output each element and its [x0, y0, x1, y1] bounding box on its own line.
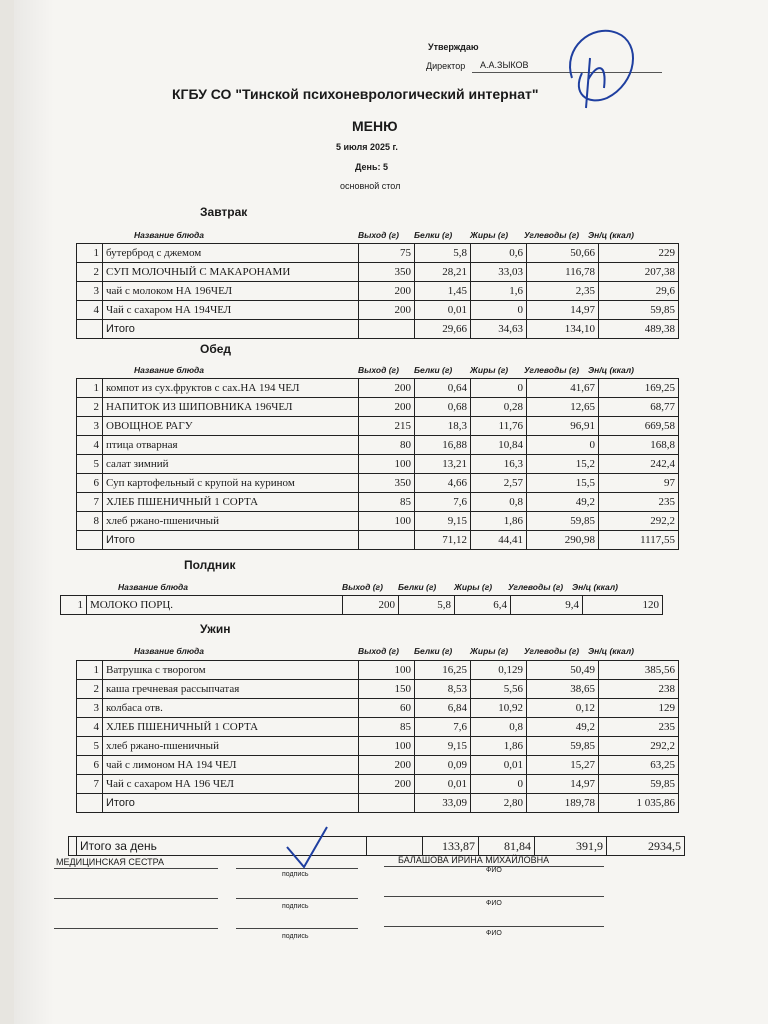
row-number: 4	[77, 436, 103, 455]
nutrition-value: 4,66	[415, 474, 471, 493]
nutrition-value: 385,56	[599, 661, 679, 680]
column-header-name: Название блюда	[134, 230, 205, 240]
day-total-value: 2934,5	[607, 837, 685, 856]
nutrition-value: 100	[359, 512, 415, 531]
role-line-3	[54, 928, 218, 929]
section-title-snack: Полдник	[184, 558, 236, 572]
nutrition-value: 16,25	[415, 661, 471, 680]
nutrition-value: 59,85	[527, 737, 599, 756]
nutrition-value: 100	[359, 455, 415, 474]
table-row	[77, 379, 679, 398]
director-label: Директор	[426, 61, 466, 71]
menu-table-snack	[60, 595, 663, 615]
nutrition-value: 235	[599, 493, 679, 512]
nutrition-value: 75	[359, 244, 415, 263]
column-header-fat: Жиры (г)	[454, 582, 493, 592]
director-name: А.А.ЗЫКОВ	[480, 60, 529, 70]
nutrition-value: 7,6	[415, 493, 471, 512]
nutrition-value: 235	[599, 718, 679, 737]
dish-name: ОВОЩНОЕ РАГУ	[103, 417, 359, 436]
nutrition-value: 0,64	[415, 379, 471, 398]
nutrition-value: 350	[359, 474, 415, 493]
nutrition-value: 29,6	[599, 282, 679, 301]
nutrition-value: 38,65	[527, 680, 599, 699]
nutrition-value: 10,84	[471, 436, 527, 455]
dish-name: СУП МОЛОЧНЫЙ С МАКАРОНАМИ	[103, 263, 359, 282]
row-number: 2	[77, 680, 103, 699]
table-row	[77, 263, 679, 282]
nutrition-value: 6,4	[455, 596, 511, 615]
footer-role: МЕДИЦИНСКАЯ СЕСТРА	[56, 857, 165, 867]
nutrition-value: 2,35	[527, 282, 599, 301]
column-header-carb: Углеводы (г)	[524, 365, 580, 375]
nutrition-value: 0,68	[415, 398, 471, 417]
approve-label: Утверждаю	[428, 42, 479, 52]
day-total-value: 133,87	[423, 837, 479, 856]
table-row	[77, 737, 679, 756]
total-value: 489,38	[599, 320, 679, 339]
role-line	[54, 868, 218, 869]
column-header-energy: Эн/ц (ккал)	[588, 230, 634, 240]
table-row	[77, 417, 679, 436]
dish-name: колбаса отв.	[103, 699, 359, 718]
nutrition-value: 200	[359, 282, 415, 301]
nutrition-value: 150	[359, 680, 415, 699]
column-header-carb: Углеводы (г)	[508, 582, 564, 592]
column-header-prot: Белки (г)	[414, 646, 453, 656]
total-blank	[359, 531, 415, 550]
row-number: 3	[77, 417, 103, 436]
menu-date: 5 июля 2025 г.	[336, 142, 398, 152]
menu-table-lunch	[76, 378, 679, 550]
table-row	[77, 512, 679, 531]
table-row	[77, 718, 679, 737]
nutrition-value: 0,09	[415, 756, 471, 775]
table-row	[77, 756, 679, 775]
total-value: 1 035,86	[599, 794, 679, 813]
row-number: 8	[77, 512, 103, 531]
row-number: 3	[77, 699, 103, 718]
dish-name: Чай с сахаром НА 194ЧЕЛ	[103, 301, 359, 320]
section-title-dinner: Ужин	[200, 622, 231, 636]
row-number: 1	[77, 244, 103, 263]
signature-line-3	[236, 928, 358, 929]
row-number: 1	[61, 596, 87, 615]
table-row	[77, 398, 679, 417]
nutrition-value: 49,2	[527, 493, 599, 512]
section-title-lunch: Обед	[200, 342, 232, 356]
organization-title: КГБУ СО "Тинской психоневрологический интернат"	[172, 86, 539, 102]
nutrition-value: 1,86	[471, 512, 527, 531]
total-label: Итого	[103, 320, 359, 339]
total-value: 33,09	[415, 794, 471, 813]
row-number: 4	[77, 718, 103, 737]
day-total-value: 391,9	[535, 837, 607, 856]
nutrition-value: 63,25	[599, 756, 679, 775]
column-header-prot: Белки (г)	[414, 365, 453, 375]
dish-name: салат зимний	[103, 455, 359, 474]
nutrition-value: 116,78	[527, 263, 599, 282]
nutrition-value: 0	[471, 379, 527, 398]
total-blank	[359, 320, 415, 339]
table-row	[77, 775, 679, 794]
table-row	[77, 455, 679, 474]
role-line-2	[54, 898, 218, 899]
dish-name: хлеб ржано-пшеничный	[103, 737, 359, 756]
row-number: 6	[77, 756, 103, 775]
nutrition-value: 12,65	[527, 398, 599, 417]
nutrition-value: 96,91	[527, 417, 599, 436]
nutrition-value: 120	[583, 596, 663, 615]
row-number: 5	[77, 737, 103, 756]
day-total-row	[69, 837, 685, 856]
day-total-table	[68, 836, 685, 856]
column-header-energy: Эн/ц (ккал)	[572, 582, 618, 592]
nutrition-value: 15,5	[527, 474, 599, 493]
nutrition-value: 15,27	[527, 756, 599, 775]
dish-name: компот из сух.фруктов с сах.НА 194 ЧЕЛ	[103, 379, 359, 398]
row-number: 4	[77, 301, 103, 320]
total-blank	[77, 531, 103, 550]
nutrition-value: 1,45	[415, 282, 471, 301]
nutrition-value: 0	[527, 436, 599, 455]
nutrition-value: 0,8	[471, 493, 527, 512]
nutrition-value: 129	[599, 699, 679, 718]
nutrition-value: 100	[359, 661, 415, 680]
total-blank	[367, 837, 423, 856]
row-number: 7	[77, 775, 103, 794]
nutrition-value: 97	[599, 474, 679, 493]
total-blank	[69, 837, 77, 856]
nutrition-value: 7,6	[415, 718, 471, 737]
nutrition-value: 238	[599, 680, 679, 699]
dish-name: птица отварная	[103, 436, 359, 455]
nutrition-value: 8,53	[415, 680, 471, 699]
nutrition-value: 200	[343, 596, 399, 615]
signature-caption-3: подпись	[282, 933, 309, 940]
nutrition-value: 242,4	[599, 455, 679, 474]
nutrition-value: 0	[471, 775, 527, 794]
nutrition-value: 85	[359, 718, 415, 737]
total-value: 34,63	[471, 320, 527, 339]
total-blank	[77, 794, 103, 813]
document-title: МЕНЮ	[352, 118, 398, 134]
nutrition-value: 85	[359, 493, 415, 512]
table-row	[77, 474, 679, 493]
nutrition-value: 9,15	[415, 512, 471, 531]
table-row	[77, 661, 679, 680]
nutrition-value: 669,58	[599, 417, 679, 436]
table-row	[77, 282, 679, 301]
total-value: 189,78	[527, 794, 599, 813]
total-label: Итого	[103, 531, 359, 550]
row-number: 5	[77, 455, 103, 474]
footer-name: БАЛАШОВА ИРИНА МИХАЙЛОВНА	[398, 855, 550, 865]
column-header-fat: Жиры (г)	[470, 365, 509, 375]
nutrition-value: 1,86	[471, 737, 527, 756]
column-header-energy: Эн/ц (ккал)	[588, 365, 634, 375]
nutrition-value: 16,3	[471, 455, 527, 474]
row-number: 3	[77, 282, 103, 301]
nutrition-value: 0,6	[471, 244, 527, 263]
fio-line-2	[384, 896, 604, 897]
fio-line-3	[384, 926, 604, 927]
nutrition-value: 5,56	[471, 680, 527, 699]
nutrition-value: 14,97	[527, 301, 599, 320]
nutrition-value: 0,12	[527, 699, 599, 718]
dish-name: бутерброд с джемом	[103, 244, 359, 263]
nutrition-value: 168,8	[599, 436, 679, 455]
nutrition-value: 50,49	[527, 661, 599, 680]
column-header-out: Выход (г)	[358, 646, 399, 656]
nutrition-value: 6,84	[415, 699, 471, 718]
column-header-energy: Эн/ц (ккал)	[588, 646, 634, 656]
total-value: 71,12	[415, 531, 471, 550]
total-value: 44,41	[471, 531, 527, 550]
nutrition-value: 14,97	[527, 775, 599, 794]
column-header-out: Выход (г)	[358, 365, 399, 375]
column-header-name: Название блюда	[118, 582, 189, 592]
nutrition-value: 33,03	[471, 263, 527, 282]
row-number: 7	[77, 493, 103, 512]
column-header-name: Название блюда	[134, 365, 205, 375]
dish-name: каша гречневая рассыпчатая	[103, 680, 359, 699]
nutrition-value: 41,67	[527, 379, 599, 398]
nutrition-value: 200	[359, 775, 415, 794]
row-number: 1	[77, 661, 103, 680]
day-total-value: 81,84	[479, 837, 535, 856]
nutrition-value: 2,57	[471, 474, 527, 493]
fio-caption-1: ФИО	[486, 867, 502, 874]
section-title-breakfast: Завтрак	[200, 205, 248, 219]
dish-name: ХЛЕБ ПШЕНИЧНЫЙ 1 СОРТА	[103, 493, 359, 512]
total-value: 134,10	[527, 320, 599, 339]
dish-name: хлеб ржано-пшеничный	[103, 512, 359, 531]
row-number: 2	[77, 263, 103, 282]
dish-name: ХЛЕБ ПШЕНИЧНЫЙ 1 СОРТА	[103, 718, 359, 737]
nutrition-value: 13,21	[415, 455, 471, 474]
menu-day: День: 5	[355, 162, 388, 172]
total-row	[77, 531, 679, 550]
nutrition-value: 207,38	[599, 263, 679, 282]
total-blank	[359, 794, 415, 813]
table-row	[77, 244, 679, 263]
column-header-fat: Жиры (г)	[470, 230, 509, 240]
total-row	[77, 320, 679, 339]
table-row	[77, 301, 679, 320]
nutrition-value: 9,15	[415, 737, 471, 756]
nutrition-value: 80	[359, 436, 415, 455]
nutrition-value: 200	[359, 379, 415, 398]
dish-name: Ватрушка с творогом	[103, 661, 359, 680]
nutrition-value: 50,66	[527, 244, 599, 263]
dish-name: Чай с сахаром НА 196 ЧЕЛ	[103, 775, 359, 794]
nutrition-value: 1,6	[471, 282, 527, 301]
nutrition-value: 169,25	[599, 379, 679, 398]
nutrition-value: 0	[471, 301, 527, 320]
nutrition-value: 200	[359, 756, 415, 775]
nutrition-value: 292,2	[599, 512, 679, 531]
nutrition-value: 0,129	[471, 661, 527, 680]
nutrition-value: 200	[359, 398, 415, 417]
dish-name: чай с лимоном НА 194 ЧЕЛ	[103, 756, 359, 775]
nutrition-value: 10,92	[471, 699, 527, 718]
nutrition-value: 0,8	[471, 718, 527, 737]
menu-table-dinner	[76, 660, 679, 813]
nutrition-value: 11,76	[471, 417, 527, 436]
nurse-signature	[282, 822, 332, 872]
signature-caption-1: подпись	[282, 871, 309, 878]
table-type: основной стол	[340, 181, 401, 191]
row-number: 6	[77, 474, 103, 493]
signature-line-2	[236, 898, 358, 899]
total-value: 290,98	[527, 531, 599, 550]
nutrition-value: 18,3	[415, 417, 471, 436]
table-row	[77, 493, 679, 512]
column-header-carb: Углеводы (г)	[524, 230, 580, 240]
row-number: 2	[77, 398, 103, 417]
nutrition-value: 16,88	[415, 436, 471, 455]
nutrition-value: 5,8	[415, 244, 471, 263]
nutrition-value: 15,2	[527, 455, 599, 474]
nutrition-value: 28,21	[415, 263, 471, 282]
table-row	[77, 699, 679, 718]
day-total-label: Итого за день	[77, 837, 367, 856]
dish-name: МОЛОКО ПОРЦ.	[87, 596, 343, 615]
nutrition-value: 59,85	[599, 301, 679, 320]
total-row	[77, 794, 679, 813]
row-number: 1	[77, 379, 103, 398]
director-signature	[552, 18, 652, 118]
column-header-out: Выход (г)	[358, 230, 399, 240]
column-header-prot: Белки (г)	[414, 230, 453, 240]
column-header-fat: Жиры (г)	[470, 646, 509, 656]
column-header-out: Выход (г)	[342, 582, 383, 592]
column-header-carb: Углеводы (г)	[524, 646, 580, 656]
table-row	[77, 436, 679, 455]
nutrition-value: 215	[359, 417, 415, 436]
total-value: 1117,55	[599, 531, 679, 550]
nutrition-value: 9,4	[511, 596, 583, 615]
nutrition-value: 200	[359, 301, 415, 320]
table-row	[61, 596, 663, 615]
dish-name: Суп картофельный с крупой на курином	[103, 474, 359, 493]
nutrition-value: 68,77	[599, 398, 679, 417]
nutrition-value: 229	[599, 244, 679, 263]
nutrition-value: 60	[359, 699, 415, 718]
total-blank	[77, 320, 103, 339]
nutrition-value: 59,85	[599, 775, 679, 794]
nutrition-value: 0,28	[471, 398, 527, 417]
nutrition-value: 0,01	[415, 301, 471, 320]
column-header-name: Название блюда	[134, 646, 205, 656]
nutrition-value: 49,2	[527, 718, 599, 737]
column-header-prot: Белки (г)	[398, 582, 437, 592]
nutrition-value: 5,8	[399, 596, 455, 615]
menu-document	[14, 0, 768, 1024]
dish-name: чай с молоком НА 196ЧЕЛ	[103, 282, 359, 301]
nutrition-value: 59,85	[527, 512, 599, 531]
nutrition-value: 100	[359, 737, 415, 756]
nutrition-value: 0,01	[471, 756, 527, 775]
nutrition-value: 292,2	[599, 737, 679, 756]
total-value: 29,66	[415, 320, 471, 339]
dish-name: НАПИТОК ИЗ ШИПОВНИКА 196ЧЕЛ	[103, 398, 359, 417]
fio-caption-2: ФИО	[486, 900, 502, 907]
nutrition-value: 350	[359, 263, 415, 282]
total-value: 2,80	[471, 794, 527, 813]
menu-table-breakfast	[76, 243, 679, 339]
table-row	[77, 680, 679, 699]
nutrition-value: 0,01	[415, 775, 471, 794]
fio-caption-3: ФИО	[486, 930, 502, 937]
signature-caption-2: подпись	[282, 903, 309, 910]
total-label: Итого	[103, 794, 359, 813]
